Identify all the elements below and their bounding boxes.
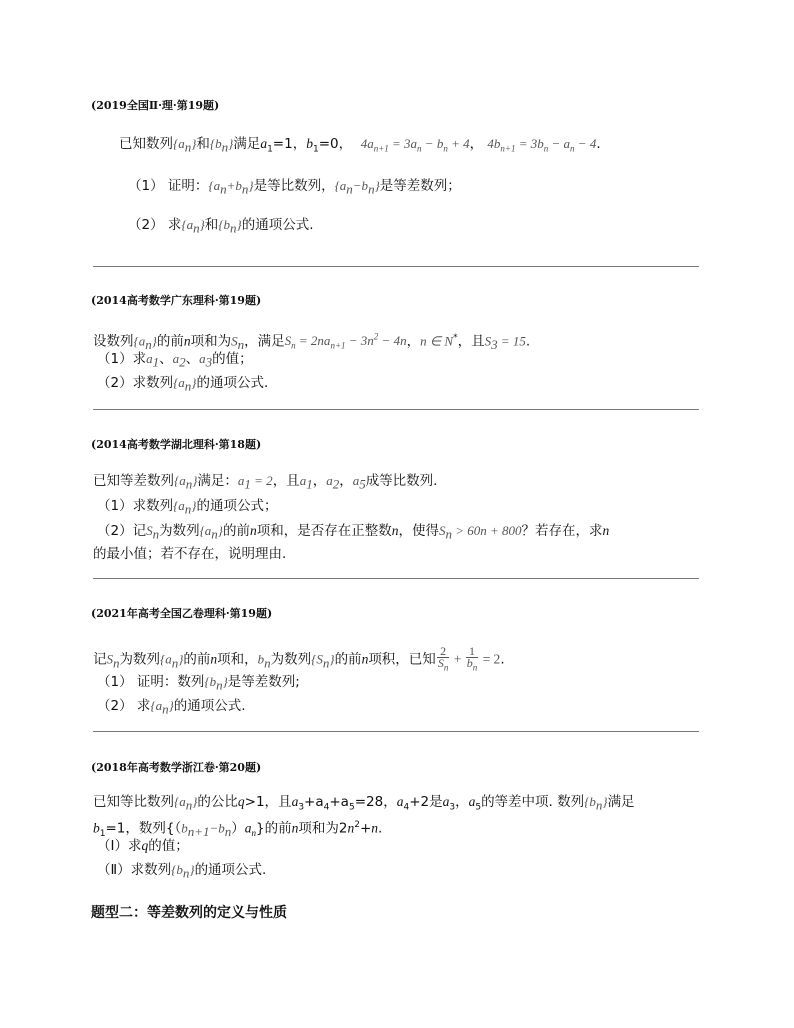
problem-source: (2014高考数学湖北理科·第18题) xyxy=(91,438,262,451)
problem-part-1: （1） 证明：$\{a_n+b_n\}$是等比数列，$\{a_n-b_n\}$是等差数列； xyxy=(128,178,461,197)
divider xyxy=(93,578,699,579)
problem-stem: 设数列$\{a_n\}$的前n项和为$S_n$，满足$S_n = 2na_{n+1} - 3n^2 - 4n$，n ∈ N*，且$S_3 = 15$. xyxy=(93,332,531,353)
problem-part-2: （2）求数列$\{a_n\}$的通项公式. xyxy=(97,375,269,394)
recurrence-2: $4b_{n+1} = 3b_n - a_n - 4$ xyxy=(487,136,597,154)
problem-stem-continued: $b_1=1$，数列$\{(b_{n+1}-b_n)a_n\}$的前n项和为$2n^2+n$. xyxy=(93,820,383,840)
problem-stem: 已知等比数列$\{a_n\}$的公比q>1，且$a_3+a_4+a_5=28$，$a_4+2$是$a_3$，$a_5$的等差中项. 数列$\{b_n\}$满足 xyxy=(93,794,635,813)
problem-part-2: （2） 求$\{a_n\}$的通项公式. xyxy=(97,698,246,717)
condition-equation: $S_n = 2na_{n+1} - 3n^2 - 4n$ xyxy=(284,332,407,351)
problem-stem: 记$S_n$为数列$\{a_n\}$的前n项和，$b_n$为数列$\{S_n\}$的前n项积，已知 $\frac{2}{S_n}$ + $\frac{1}{b_n}$ = 2. xyxy=(93,644,505,673)
problem-part-1: （1）求数列$\{a_n\}$的通项公式； xyxy=(97,498,278,517)
problem-part-1: （1） 证明：数列$\{b_n\}$是等差数列; xyxy=(97,674,300,693)
problem-source: (2014高考数学广东理科·第19题) xyxy=(91,294,262,307)
problem-part-1: （1）求$a_1$、$a_2$、$a_3$的值； xyxy=(97,351,253,370)
problem-part-2-continued: 的最小值；若不存在，说明理由. xyxy=(93,546,287,562)
problem-stem: 已知等差数列$\{a_n\}$满足：$a_1 = 2$，且$a_1$，$a_2$，$a_5$成等比数列. xyxy=(93,473,438,492)
problem-source: (2021年高考全国乙卷理科·第19题) xyxy=(91,607,273,620)
section-heading: 题型二：等差数列的定义与性质 xyxy=(91,905,287,921)
problem-stem: 已知数列$\{a_n\}$和$\{b_n\}$满足$a_1=1$，$b_1=0$， $4a_{n+1} = 3a_n - b_n + 4$， $4b_{n+1} = 3b_n - a_n - 4$. xyxy=(119,136,601,155)
fraction-1-over-bn: $\frac{1}{b_n}$ xyxy=(466,644,478,673)
fraction-2-over-Sn: $\frac{2}{S_n}$ xyxy=(437,644,449,673)
problem-part-2: （2）记$S_n$为数列$\{a_n\}$的前n项和，是否存在正整数n，使得$S_n > 60n + 800$？若存在，求n xyxy=(97,523,610,542)
problem-source: (2019全国Ⅱ·理·第19题) xyxy=(91,99,220,112)
divider xyxy=(93,409,699,410)
problem-source: (2018年高考数学浙江卷·第20题) xyxy=(91,761,262,774)
recurrence-1: $4a_{n+1} = 3a_n - b_n + 4$ xyxy=(360,136,470,154)
problem-part-2: （Ⅱ）求数列$\{b_n\}$的通项公式. xyxy=(97,862,267,881)
divider xyxy=(93,266,699,267)
problem-part-1: （Ⅰ）求q的值； xyxy=(97,838,189,854)
problem-part-2: （2） 求$\{a_n\}$和$\{b_n\}$的通项公式. xyxy=(128,217,314,236)
divider xyxy=(93,731,699,732)
